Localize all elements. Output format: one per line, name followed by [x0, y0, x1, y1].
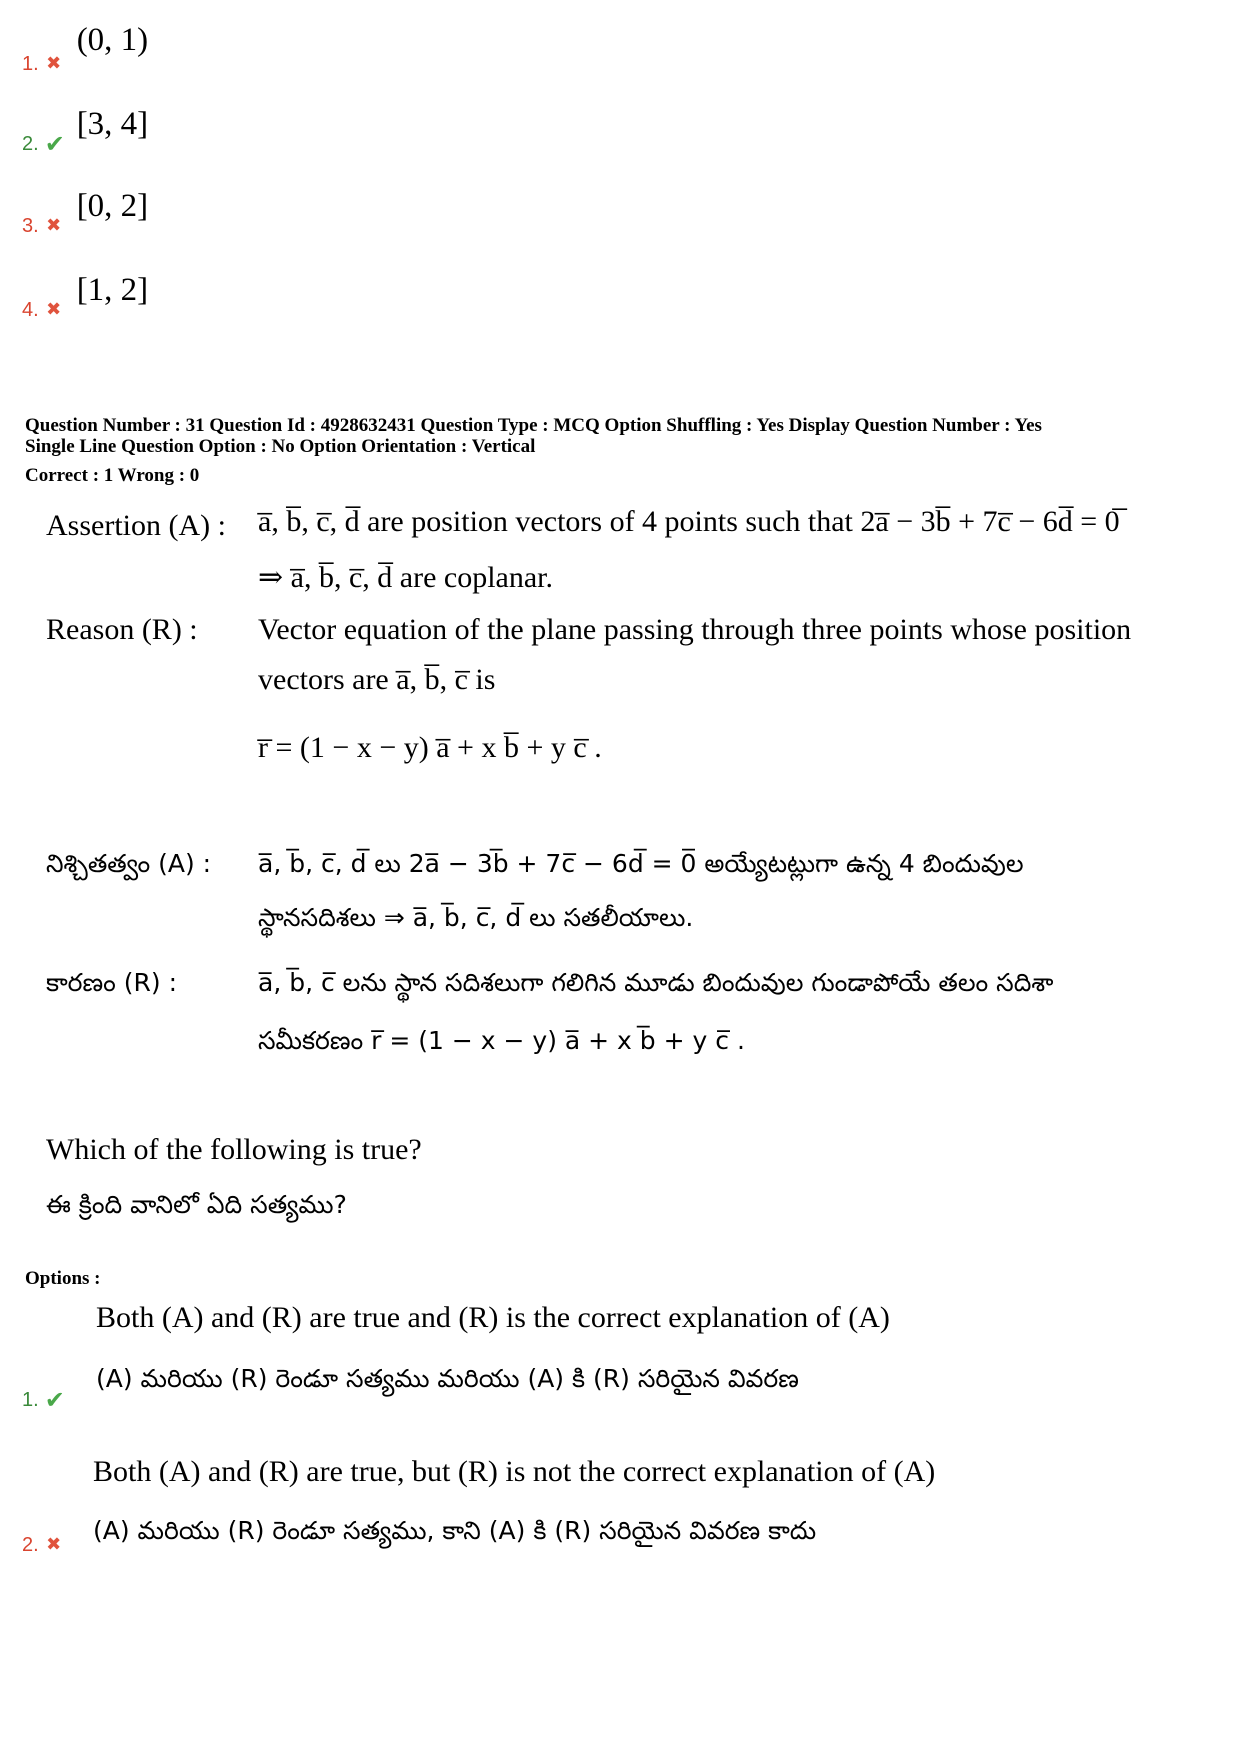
option-1[interactable]: [22, 1386, 65, 1414]
option-text: [0, 2]: [76, 188, 149, 224]
option-2-text-te: (A) మరియు (R) రెండూ సత్యము, కాని (A) కి (R) సరియైన వివరణ కాదు: [93, 1516, 817, 1545]
reason-equation: r̅ = (1 − x − y) a̅ + x b̅ + y c̅ .: [258, 731, 602, 764]
question-meta-score: Correct : 1 Wrong : 0: [25, 465, 200, 486]
option-number: 2.: [22, 1534, 39, 1556]
reason-label: Reason (R) :: [46, 613, 198, 646]
option-number: 1.: [22, 53, 39, 75]
prev-option-2: [22, 106, 149, 158]
reason-line-2: vectors are a̅, b̅, c̅ is: [258, 663, 496, 696]
cross-icon: ✖: [46, 299, 62, 320]
assertion-line-2: ⇒ a̅, b̅, c̅, d̅ are coplanar.: [258, 561, 554, 594]
question-meta-line2: Single Line Question Option : No Option Orientation : Vertical: [25, 436, 536, 457]
check-icon: ✔: [44, 130, 65, 158]
question-meta-line1: Question Number : 31 Question Id : 4928632431 Question Type : MCQ Option Shuffling : Yes Display Question Number : Yes: [25, 415, 1042, 436]
te-reason-line-1: a̅, b̅, c̅ లను స్థాన సదిశలుగా గలిగిన మూడు బిందువుల గుండాపోయే తలం సదిశా: [258, 968, 1054, 997]
option-text: [3, 4]: [76, 106, 149, 142]
cross-icon: ✖: [46, 1534, 62, 1555]
prev-option-3: [22, 188, 149, 237]
option-number: 4.: [22, 299, 39, 321]
option-1-text-en: Both (A) and (R) are true and (R) is the correct explanation of (A): [96, 1301, 890, 1334]
option-2[interactable]: [22, 1535, 63, 1555]
option-text: [1, 2]: [76, 272, 149, 308]
question-prompt-te: ఈ క్రింది వానిలో ఏది సత్యము?: [46, 1190, 347, 1219]
assertion-line-1: a̅, b̅, c̅, d̅ are position vectors of 4 points such that 2a̅ − 3b̅ + 7c̅ − 6d̅ = 0̅: [258, 505, 1120, 538]
assertion-label: Assertion (A) :: [46, 509, 226, 542]
check-icon: ✔: [44, 1386, 65, 1414]
te-reason-label: కారణం (R) :: [46, 968, 178, 997]
option-text: (0, 1): [76, 22, 149, 58]
te-assertion-label: నిశ్చితత్వం (A) :: [46, 849, 212, 878]
te-assertion-line-2: స్థానసదిశలు ⇒ a̅, b̅, c̅, d̅ లు సతలీయాలు.: [258, 903, 694, 932]
option-2-text-en: Both (A) and (R) are true, but (R) is not the correct explanation of (A): [93, 1455, 936, 1488]
options-label: Options :: [25, 1268, 101, 1289]
option-number: 3.: [22, 215, 39, 237]
option-1-text-te: (A) మరియు (R) రెండూ సత్యము మరియు (A) కి (R) సరియైన వివరణ: [96, 1364, 799, 1393]
option-number: 1.: [22, 1389, 39, 1411]
cross-icon: ✖: [46, 53, 62, 74]
option-number: 2.: [22, 133, 39, 155]
te-assertion-line-1: a̅, b̅, c̅, d̅ లు 2a̅ − 3b̅ + 7c̅ − 6d̅ = 0̅ అయ్యేటట్లుగా ఉన్న 4 బిందువుల: [258, 849, 1024, 878]
reason-line-1: Vector equation of the plane passing through three points whose position: [258, 613, 1132, 646]
question-prompt-en: Which of the following is true?: [46, 1133, 422, 1166]
prev-option-4: [22, 272, 149, 321]
cross-icon: ✖: [46, 215, 62, 236]
prev-option-1: [22, 22, 149, 75]
te-reason-line-2: సమీకరణం r̅ = (1 − x − y) a̅ + x b̅ + y c̅ .: [258, 1026, 745, 1055]
